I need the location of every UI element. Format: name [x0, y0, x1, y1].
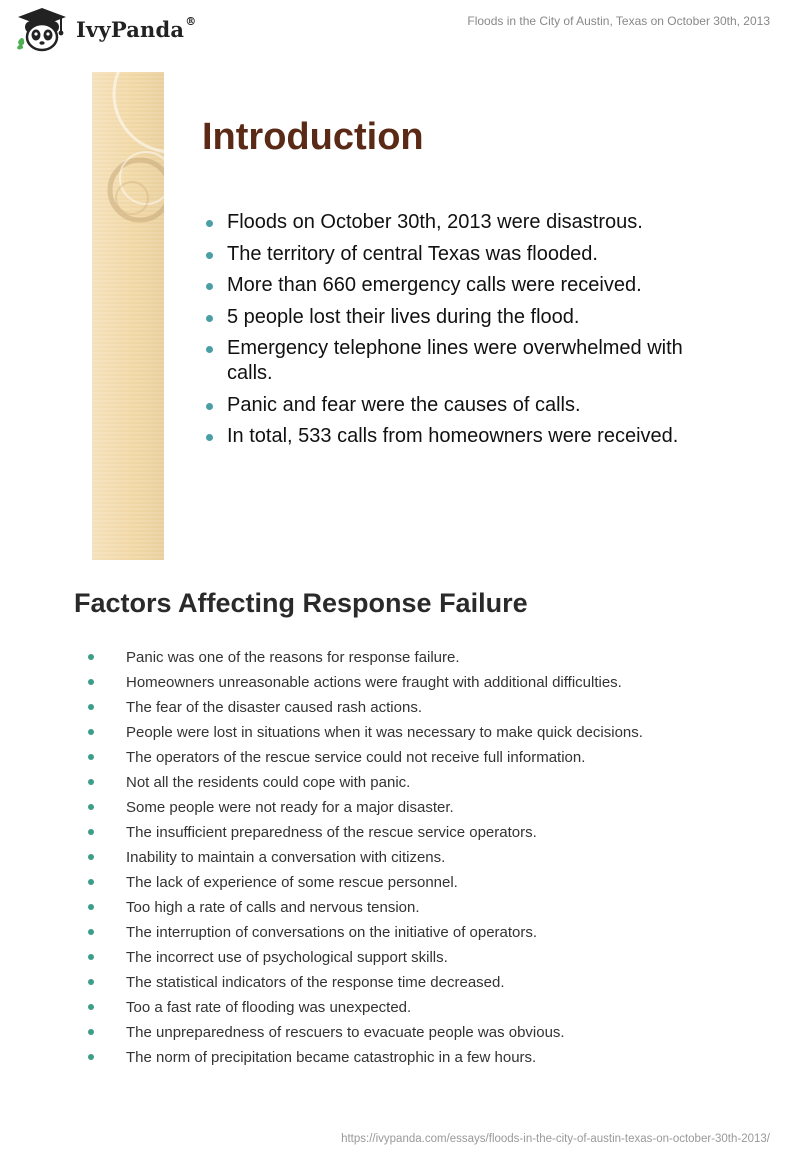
bullet-dot-icon: [88, 954, 94, 960]
bullet-dot-icon: [206, 403, 213, 410]
list-item: The operators of the rescue service could not receive full information.: [88, 748, 768, 773]
bullet-dot-icon: [88, 1004, 94, 1010]
bullet-dot-icon: [206, 283, 213, 290]
list-item: Inability to maintain a conversation with citizens.: [88, 848, 768, 873]
list-item: The incorrect use of psychological support skills.: [88, 948, 768, 973]
list-item: Homeowners unreasonable actions were fraught with additional difficulties.: [88, 673, 768, 698]
bullet-dot-icon: [206, 220, 213, 227]
list-item: People were lost in situations when it was necessary to make quick decisions.: [88, 723, 768, 748]
brand-logo[interactable]: [14, 6, 196, 52]
bullet-dot-icon: [88, 804, 94, 810]
slide-bullet: 5 people lost their lives during the flood.: [202, 305, 732, 330]
slide-bullet: In total, 533 calls from homeowners were received.: [202, 424, 732, 449]
slide-bullet: Floods on October 30th, 2013 were disastrous.: [202, 210, 732, 235]
bullet-dot-icon: [88, 679, 94, 685]
bullet-dot-icon: [88, 654, 94, 660]
slide-bullet: The territory of central Texas was flooded.: [202, 242, 732, 267]
list-item: The statistical indicators of the response time decreased.: [88, 973, 768, 998]
decorative-rings-icon: [92, 72, 164, 560]
list-item: Panic was one of the reasons for response failure.: [88, 648, 768, 673]
section-heading: Factors Affecting Response Failure: [74, 588, 528, 618]
bullet-dot-icon: [88, 879, 94, 885]
brand-name: IvyPanda®: [76, 14, 197, 42]
list-item: Too high a rate of calls and nervous tension.: [88, 898, 768, 923]
list-item: Not all the residents could cope with panic.: [88, 773, 768, 798]
list-item: The unpreparedness of rescuers to evacuate people was obvious.: [88, 1023, 768, 1048]
bullet-dot-icon: [206, 315, 213, 322]
list-item: Too a fast rate of flooding was unexpected.: [88, 998, 768, 1023]
list-item: The norm of precipitation became catastrophic in a few hours.: [88, 1048, 768, 1073]
bullet-dot-icon: [206, 434, 213, 441]
bullet-dot-icon: [88, 729, 94, 735]
panda-graduate-icon: [14, 6, 70, 52]
factors-list: [88, 648, 768, 1073]
bullet-dot-icon: [88, 754, 94, 760]
list-item: Some people were not ready for a major disaster.: [88, 798, 768, 823]
slide-bullet-list: [202, 210, 732, 456]
bullet-dot-icon: [88, 854, 94, 860]
page-header: [0, 0, 800, 60]
slide-image: [92, 72, 732, 560]
source-url-link[interactable]: https://ivypanda.com/essays/floods-in-the-city-of-austin-texas-on-october-30th-2013/: [341, 1133, 770, 1145]
list-item: The fear of the disaster caused rash actions.: [88, 698, 768, 723]
bullet-dot-icon: [88, 1029, 94, 1035]
bullet-dot-icon: [88, 829, 94, 835]
bullet-dot-icon: [88, 704, 94, 710]
bullet-dot-icon: [206, 346, 213, 353]
slide-decorative-band: [92, 72, 164, 560]
list-item: The interruption of conversations on the initiative of operators.: [88, 923, 768, 948]
slide-bullet: More than 660 emergency calls were received.: [202, 273, 732, 298]
bullet-dot-icon: [88, 929, 94, 935]
list-item: The insufficient preparedness of the rescue service operators.: [88, 823, 768, 848]
bullet-dot-icon: [206, 252, 213, 259]
list-item: The lack of experience of some rescue personnel.: [88, 873, 768, 898]
bullet-dot-icon: [88, 979, 94, 985]
slide-title: Introduction: [202, 116, 424, 158]
slide-bullet: Emergency telephone lines were overwhelmed with calls.: [202, 336, 732, 386]
bullet-dot-icon: [88, 904, 94, 910]
bullet-dot-icon: [88, 779, 94, 785]
document-title: Floods in the City of Austin, Texas on October 30th, 2013: [467, 14, 770, 28]
bullet-dot-icon: [88, 1054, 94, 1060]
slide-bullet: Panic and fear were the causes of calls.: [202, 393, 732, 418]
